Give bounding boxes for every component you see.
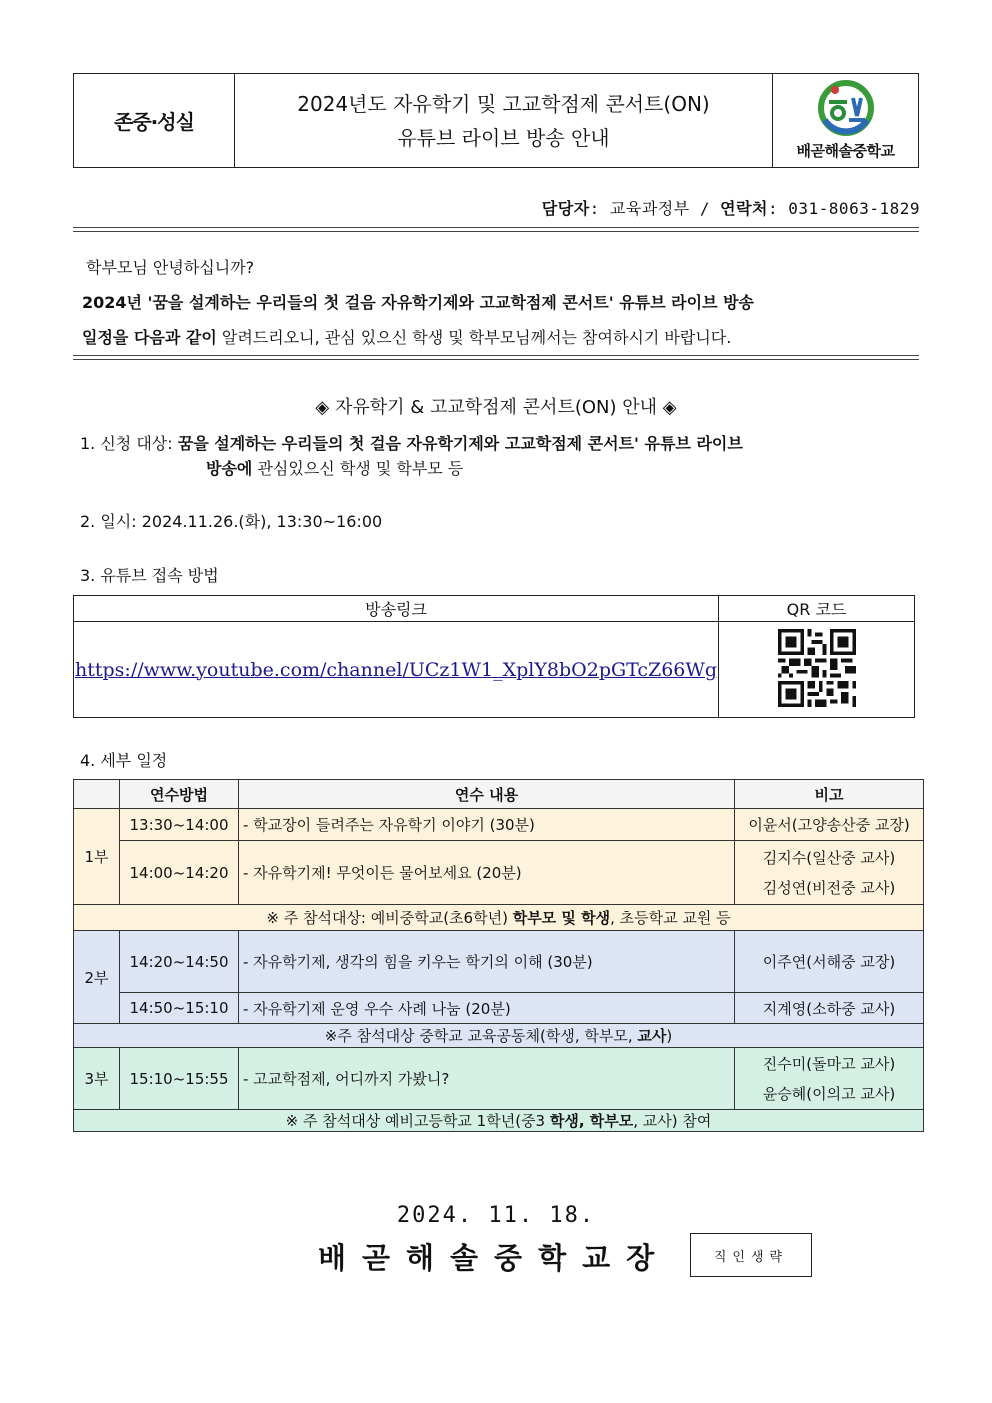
contact-value-phone: : 031-8063-1829	[768, 199, 920, 218]
item-4-schedule: 4. 세부 일정	[80, 751, 168, 770]
item-1-label: 1. 신청 대상:	[80, 434, 178, 453]
footer-bold: 교사	[637, 1027, 667, 1045]
presenter-2: 윤승혜(이의고 교사)	[762, 1084, 896, 1103]
part-3-footer-row	[74, 1110, 924, 1132]
item-3-youtube-access: 3. 유튜브 접속 방법	[80, 566, 219, 585]
qr-code-icon[interactable]	[778, 629, 856, 707]
session-time: 14:50~15:10	[120, 993, 239, 1024]
schedule-header-content: 연수 내용	[239, 780, 735, 809]
part-3-footer	[74, 1110, 924, 1132]
link-table	[73, 595, 915, 718]
session-time: 14:00~14:20	[120, 841, 239, 905]
part-2-label: 2부	[74, 931, 120, 1024]
session-note	[735, 841, 924, 905]
contact-value-department: : 교육과정부 /	[589, 199, 721, 218]
session-note: 이주연(서해중 교장)	[735, 931, 924, 993]
session-content: - 자유학기제, 생각의 힘을 키우는 학기의 이해 (30분)	[239, 931, 735, 993]
item-1-bold-2: 방송에	[206, 459, 253, 478]
item-1-bold: 꿈을 설계하는 우리들의 첫 걸음 자유학기제와 고교학점제 콘서트' 유튜브 라이브	[177, 434, 743, 453]
greeting-line-2	[82, 285, 912, 320]
presenter-2: 김성연(비전중 교사)	[762, 878, 896, 897]
schedule-header-time: 연수방법	[120, 780, 239, 809]
divider	[73, 355, 919, 356]
issue-date: 2024. 11. 18.	[396, 1203, 596, 1228]
greeting-line-1: 학부모님 안녕하십니까?	[86, 258, 255, 277]
session-content: - 자유학기제! 무엇이든 물어보세요 (20분)	[239, 841, 735, 905]
session-time: 15:10~15:55	[120, 1048, 239, 1110]
document-header	[73, 73, 919, 168]
footer-text: ※주 참석대상 중학교 교육공동체(학생, 학부모,	[324, 1027, 638, 1045]
session-note: 이윤서(고양송산중 교장)	[735, 809, 924, 841]
part-1-footer-row	[74, 905, 924, 931]
part-2-footer-row	[74, 1024, 924, 1048]
session-content: - 자유학기제 운영 우수 사례 나눔 (20분)	[239, 993, 735, 1024]
footer-bold: 학생, 학부모	[549, 1112, 634, 1130]
session-note: 지계영(소하중 교사)	[735, 993, 924, 1024]
greeting-line-3-rest: 알려드리오니, 관심 있으신 학생 및 학부모님께서는 참여하시기 바랍니다.	[216, 328, 732, 347]
session-time: 14:20~14:50	[120, 931, 239, 993]
part-1-label: 1부	[74, 809, 120, 905]
table-row	[74, 1048, 924, 1110]
session-content: - 고교학점제, 어디까지 가봤니?	[239, 1048, 735, 1110]
greeting-line-2-text: 2024년 '꿈을 설계하는 우리들의 첫 걸음 자유학기제와 고교학점제 콘서트' 유튜브 라이브 방송	[82, 293, 755, 312]
school-emblem-icon	[811, 80, 881, 138]
link-table-row	[74, 622, 915, 718]
link-table-col-qr: QR 코드	[719, 596, 915, 622]
contact-label-manager: 담당자	[541, 199, 590, 218]
signer-name: 배곧해솔중학교장	[318, 1241, 671, 1275]
document-title	[235, 74, 773, 167]
footer-text: ※ 주 참석대상: 예비중학교(초6학년)	[266, 909, 513, 927]
school-motto: 존중·성실	[74, 74, 235, 167]
title-line-1: 2024년도 자유학기 및 고교학점제 콘서트(ON)	[297, 91, 710, 116]
divider	[73, 231, 919, 232]
presenter-1: 김지수(일산중 교사)	[762, 848, 896, 867]
contact-line	[542, 196, 920, 219]
link-table-col-link: 방송링크	[74, 596, 719, 622]
school-logo	[773, 74, 918, 167]
footer-bold: 학부모 및 학생	[512, 909, 611, 927]
title-line-2: 유튜브 라이브 방송 안내	[397, 125, 610, 150]
footer-text: , 교사) 참여	[633, 1112, 712, 1130]
link-table-header	[74, 596, 915, 622]
link-cell	[74, 622, 719, 718]
school-logo-name: 배곧해솔중학교	[796, 142, 895, 160]
schedule-header-row	[74, 780, 924, 809]
session-time: 13:30~14:00	[120, 809, 239, 841]
seal-omitted-box: 직인생략	[690, 1233, 812, 1277]
schedule-header-note: 비고	[735, 780, 924, 809]
schedule-header-part	[74, 780, 120, 809]
footer-text: ※ 주 참석대상 예비고등학교 1학년(중3	[285, 1112, 550, 1130]
greeting-line-3-bold: 일정을 다음과 같이	[82, 328, 217, 347]
item-1-rest: 관심있으신 학생 및 학부모 등	[252, 459, 464, 478]
part-3-label: 3부	[74, 1048, 120, 1110]
section-title: ◈ 자유학기 & 고교학점제 콘서트(ON) 안내 ◈	[315, 397, 677, 418]
table-row	[74, 931, 924, 993]
qr-cell	[719, 622, 915, 718]
part-1-footer	[74, 905, 924, 931]
presenter-1: 진수미(돌마고 교사)	[762, 1054, 896, 1073]
footer-text: , 초등학교 교원 등	[610, 909, 731, 927]
table-row	[74, 809, 924, 841]
session-content: - 학교장이 들려주는 자유학기 이야기 (30분)	[239, 809, 735, 841]
contact-label-phone: 연락처	[720, 199, 768, 218]
item-1-target	[80, 430, 743, 458]
session-note	[735, 1048, 924, 1110]
item-2-datetime: 2. 일시: 2024.11.26.(화), 13:30~16:00	[80, 512, 383, 531]
footer-text: )	[666, 1027, 673, 1045]
table-row	[74, 841, 924, 905]
table-row	[74, 993, 924, 1024]
greeting-paragraph	[82, 250, 912, 355]
divider	[73, 359, 919, 360]
greeting-line-3	[82, 320, 912, 355]
youtube-channel-link[interactable]: https://www.youtube.com/channel/UCz1W1_XplY8bO2pGTcZ66Wg	[75, 658, 718, 681]
schedule-table	[73, 779, 924, 1132]
part-2-footer	[74, 1024, 924, 1048]
divider	[73, 227, 919, 228]
item-1-continued	[206, 455, 463, 483]
